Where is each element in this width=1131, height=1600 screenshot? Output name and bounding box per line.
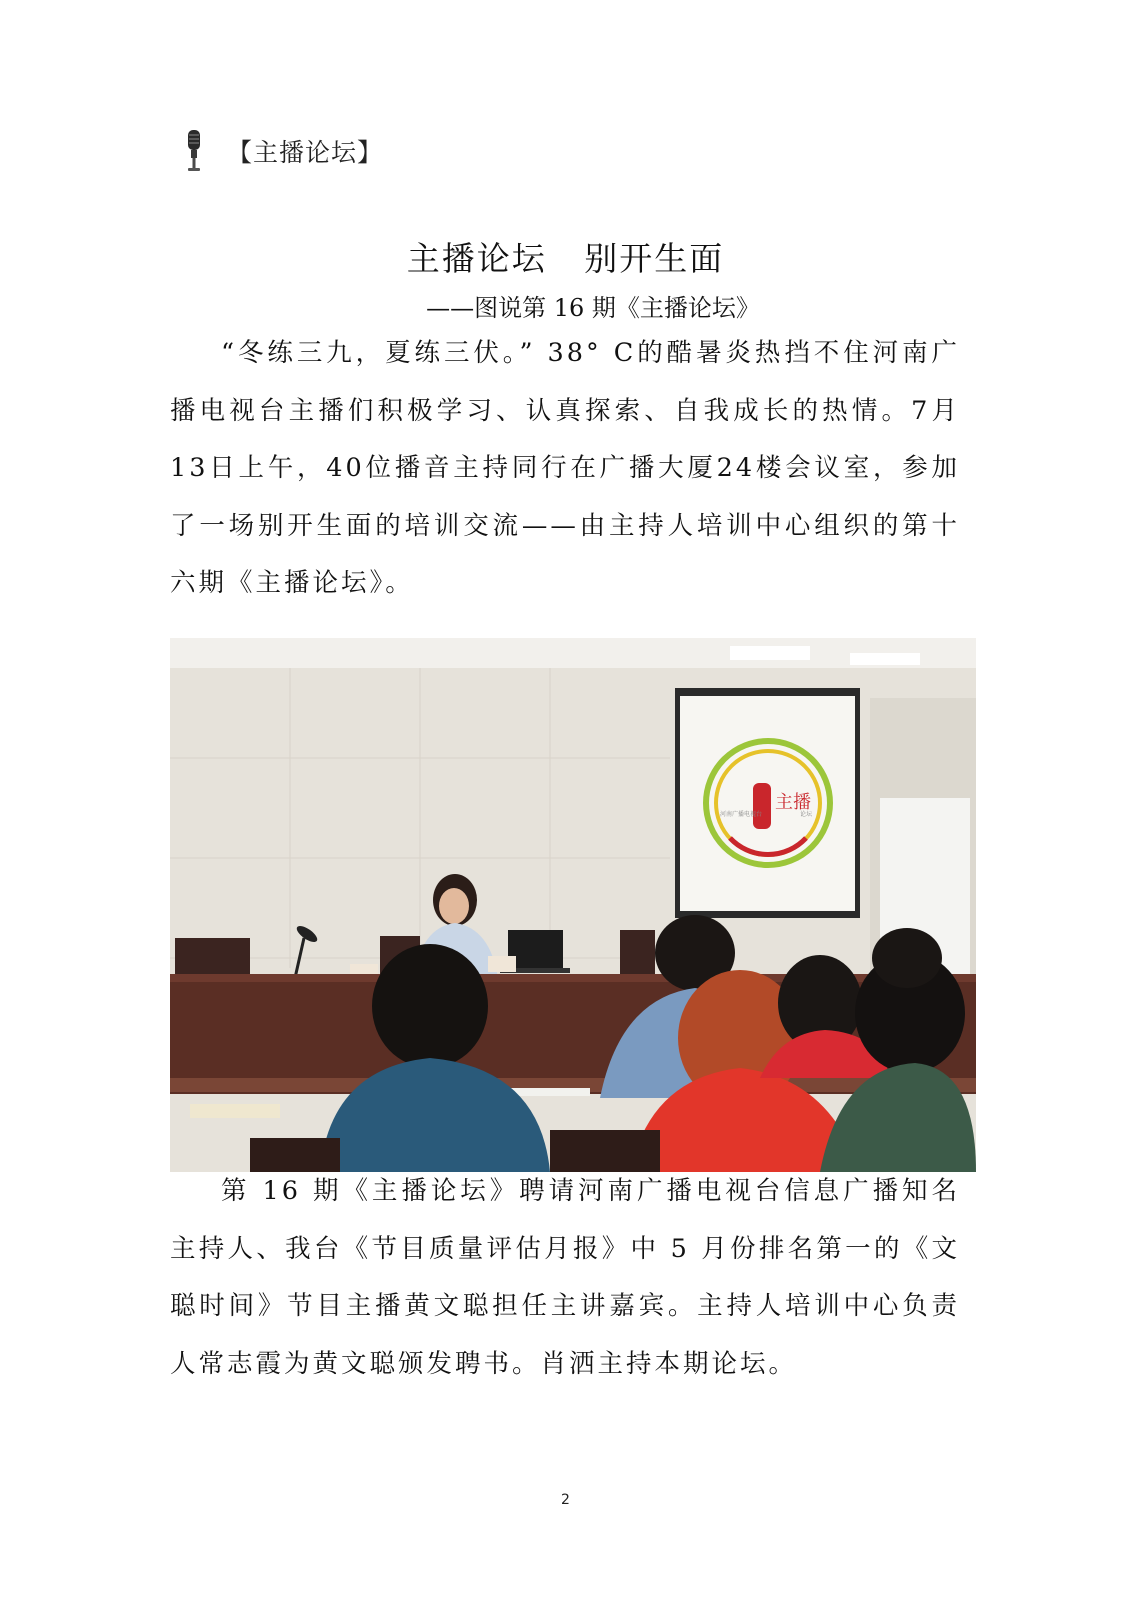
screen-small-text: 河南广播电视台 xyxy=(720,811,763,818)
screen-small-text-right: 论坛 xyxy=(800,811,813,818)
paragraph-intro: “冬练三九，夏练三伏。” 38° C的酷暑炎热挡不住河南广播电视台主播们积极学习、认真探索、自我成长的热情。7月13日上午，40位播音主持同行在广播大厦24楼会议室，参加了一场别开生面的培训交流——由主持人培训中心组织的第十六期《主播论坛》。 xyxy=(170,338,960,598)
screen-logo-text: 主播 xyxy=(775,792,811,813)
article-title: 主播论坛 别开生面 xyxy=(406,239,725,278)
paragraph-guest: 第 16 期《主播论坛》聘请河南广播电视台信息广播知名主持人、我台《节目质量评估月报》中 5 月份排名第一的《文聪时间》节目主播黄文聪担任主讲嘉宾。主持人培训中心负责人常志霞为黄文聪颁发聘书。肖洒主持本期论坛。 xyxy=(170,1176,960,1379)
microphone-icon xyxy=(183,129,205,173)
article-subtitle: ——图说第 16 期《主播论坛》 xyxy=(426,294,760,322)
section-header xyxy=(183,128,383,174)
page-number: 2 xyxy=(561,1492,570,1508)
section-label: 【主播论坛】 xyxy=(227,138,384,167)
conference-photo xyxy=(170,638,976,1172)
